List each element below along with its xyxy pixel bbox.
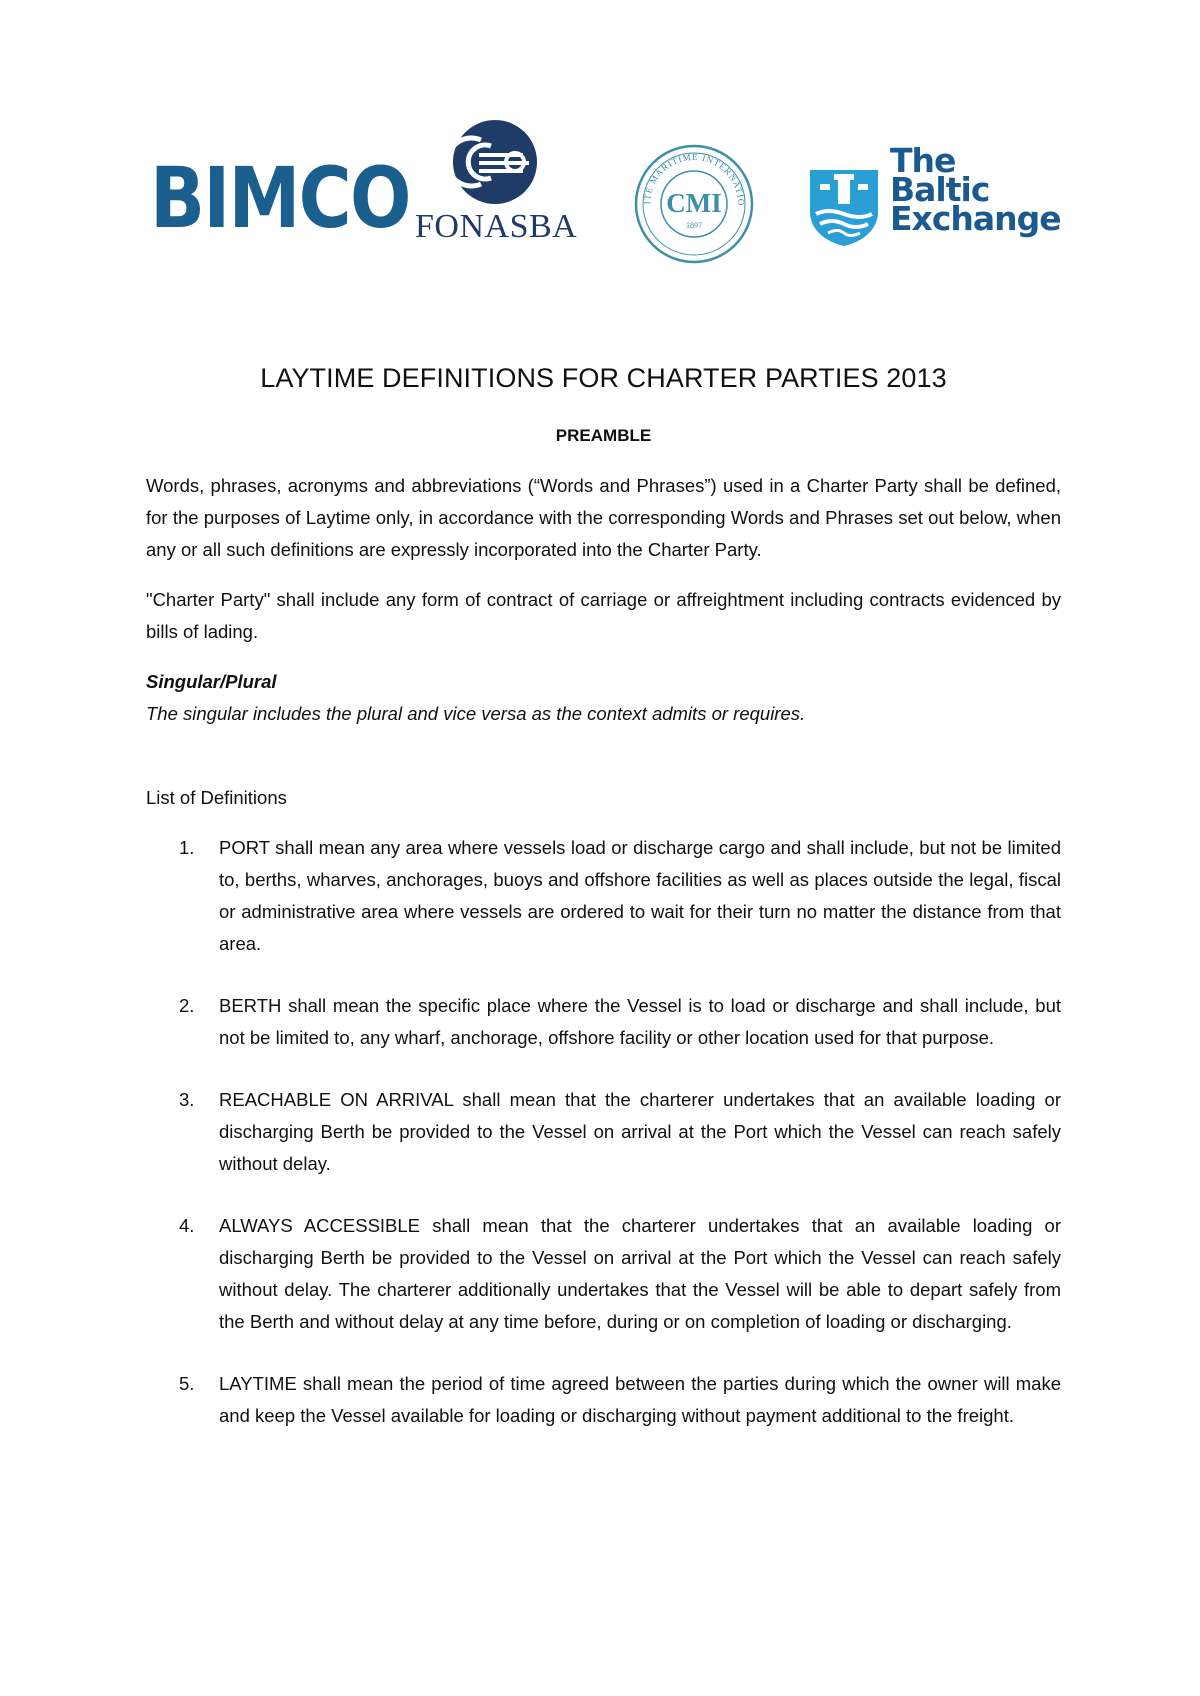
preamble-paragraph-1: Words, phrases, acronyms and abbreviations (“Words and Phrases”) used in a Charter Party shall be defined, for the purposes of Laytime only, in accordance with the corresponding Words and Phrases set out below, when any or all such definitions are expressly incorporated into the Charter Party. <box>146 475 1061 560</box>
preamble-paragraph-2: "Charter Party" shall include any form of contract of carriage or affreightment including contracts evidenced by bills of lading. <box>146 589 1061 642</box>
definition-text: REACHABLE ON ARRIVAL shall mean that the charterer undertakes that an available loading or discharging Berth be provided to the Vessel on arrival at the Port which the Vessel can reach safely without delay. <box>219 1089 1061 1174</box>
definition-text: LAYTIME shall mean the period of time agreed between the parties during which the owner will make and keep the Vessel available for loading or discharging without payment additional to the freight. <box>219 1373 1061 1426</box>
baltic-line-exchange: Exchange <box>890 199 1061 238</box>
baltic-shield-icon <box>808 168 880 248</box>
definition-item <box>146 832 1061 960</box>
definition-item <box>146 1084 1061 1180</box>
cmi-ring-text: ITE MARITIME INTERNATIO <box>641 151 747 207</box>
baltic-exchange-logo <box>808 141 1061 256</box>
singular-plural-text: The singular includes the plural and vice versa as the context admits or requires. <box>146 703 806 724</box>
fonasba-emblem-icon <box>451 118 539 206</box>
definition-number: 4. <box>179 1215 195 1236</box>
definitions-list-heading: List of Definitions <box>146 787 287 808</box>
fonasba-logo <box>415 118 578 258</box>
fonasba-logo-text: FONASBA <box>415 208 578 245</box>
preamble-heading: PREAMBLE <box>555 426 652 445</box>
cmi-seal-icon <box>633 143 755 265</box>
cmi-logo <box>633 143 755 265</box>
bimco-logo-text: BIMCO <box>150 149 410 247</box>
definition-text: ALWAYS ACCESSIBLE shall mean that the charterer undertakes that an available loading or discharging Berth be provided to the Vessel on arrival at the Port which the Vessel can reach safely without delay. The charterer additionally undertakes that the Vessel will be able to depart safely from the Berth and without delay at any time before, during or on completion of loading or discharging. <box>219 1215 1061 1332</box>
definition-item <box>146 1210 1061 1338</box>
logo-banner <box>0 0 1200 280</box>
definitions-list <box>146 832 1061 1432</box>
definition-item <box>146 1368 1061 1432</box>
bimco-logo <box>150 149 410 247</box>
definition-number: 5. <box>179 1373 195 1394</box>
definition-number: 2. <box>179 995 195 1016</box>
definition-item <box>146 990 1061 1054</box>
document-title: LAYTIME DEFINITIONS FOR CHARTER PARTIES 2013 <box>260 363 947 393</box>
definition-number: 1. <box>179 837 195 858</box>
baltic-exchange-wordmark <box>890 141 1061 238</box>
cmi-year-text: 1897 <box>686 221 702 230</box>
definition-number: 3. <box>179 1089 195 1110</box>
definition-text: BERTH shall mean the specific place where the Vessel is to load or discharge and shall include, but not be limited to, any wharf, anchorage, offshore facility or other location used for that purpose. <box>219 995 1061 1048</box>
cmi-center-text: CMI <box>666 188 722 218</box>
definition-text: PORT shall mean any area where vessels load or discharge cargo and shall include, but not be limited to, berths, wharves, anchorages, buoys and offshore facilities as well as places outside the legal, fiscal or administrative area where vessels are ordered to wait for their turn no matter the distance from that area. <box>219 837 1061 954</box>
singular-plural-heading: Singular/Plural <box>146 671 277 692</box>
baltic-line-the: The <box>890 141 956 180</box>
baltic-line-baltic: Baltic <box>890 170 990 209</box>
document-body <box>146 360 1061 1462</box>
